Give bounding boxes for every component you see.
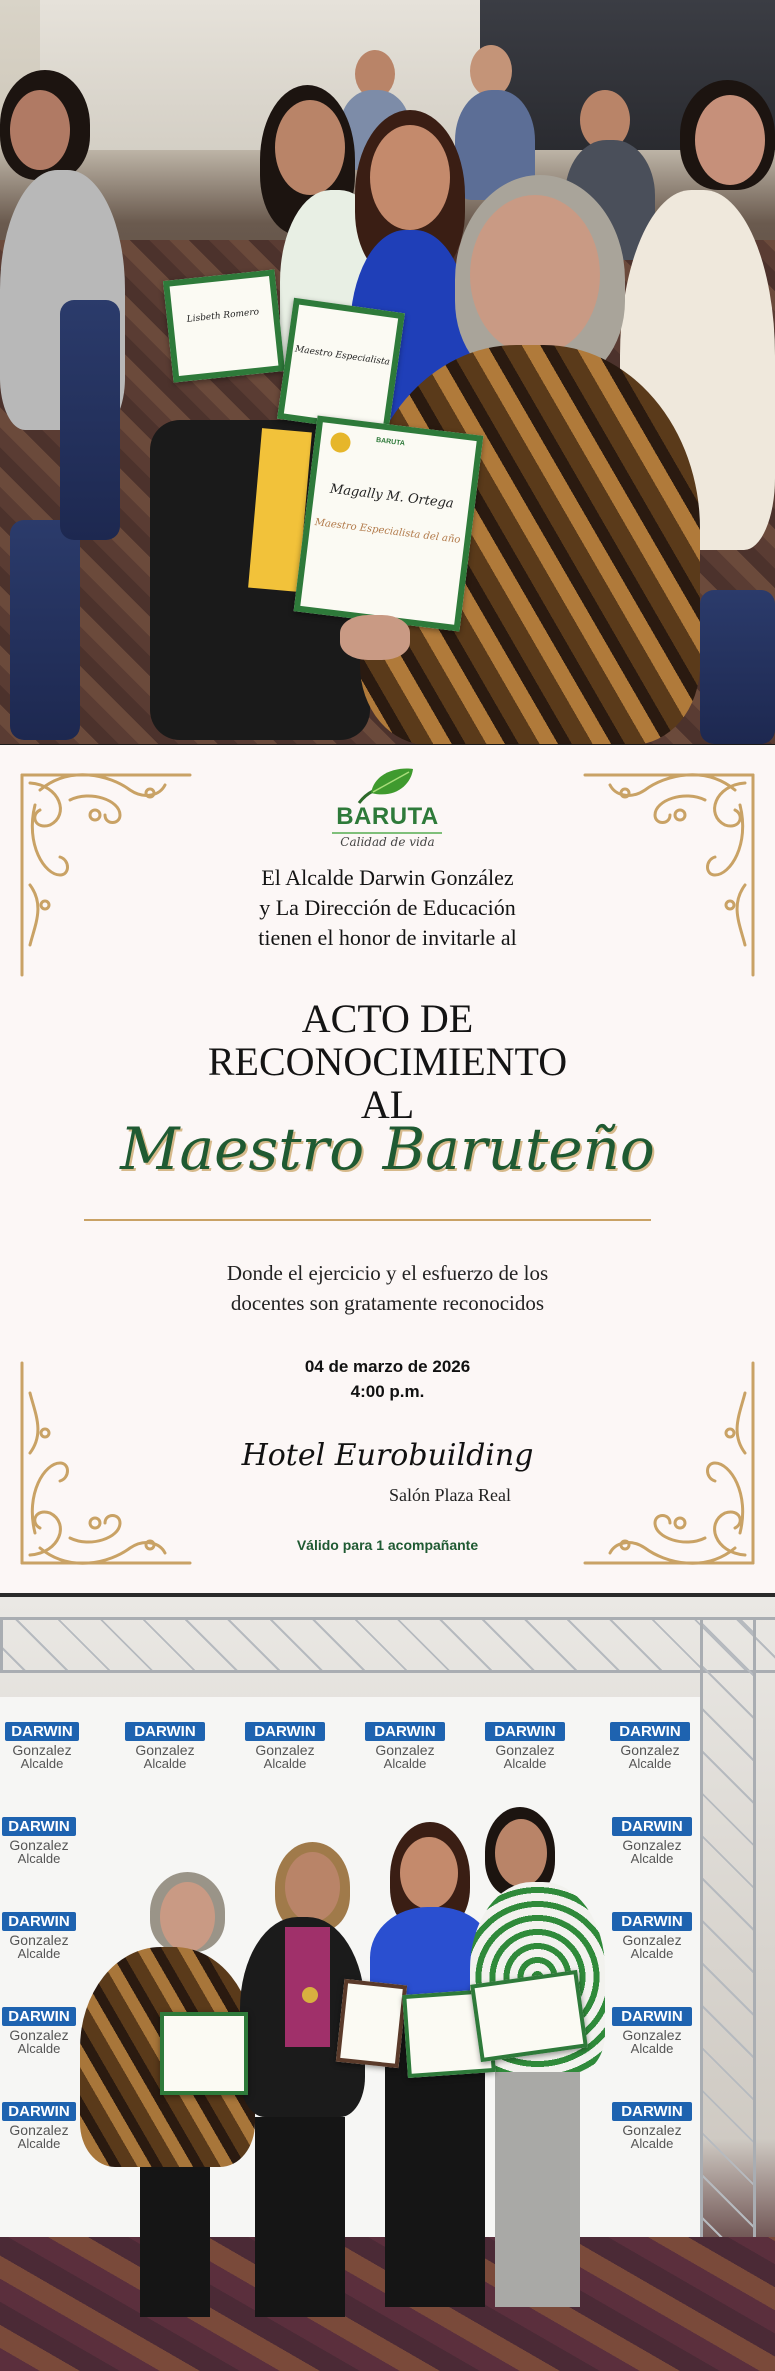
backdrop-logo [612, 2102, 692, 2150]
backdrop-logo-name: DARWIN [2, 2102, 76, 2121]
backdrop-logo-surname: Gonzalez [9, 2122, 69, 2138]
backdrop-logo [610, 1722, 690, 1770]
backdrop-logo-name: DARWIN [612, 2007, 692, 2026]
event-time: 4:00 p.m. [350, 1382, 425, 1401]
backdrop-logo-name: DARWIN [485, 1722, 565, 1741]
venue: Hotel Eurobuilding [241, 1438, 534, 1473]
backdrop-logo-role: Alcalde [630, 1946, 674, 1961]
backdrop-logo-role: Alcalde [263, 1756, 307, 1771]
medal-icon [302, 1987, 318, 2003]
backdrop-logo-surname: Gonzalez [620, 1742, 680, 1758]
backdrop-logo-surname: Gonzalez [9, 1837, 69, 1853]
person-head [370, 125, 450, 230]
backdrop-logo-name: DARWIN [612, 1912, 692, 1931]
backdrop-logo-role: Alcalde [383, 1756, 427, 1771]
backdrop-logo-name: DARWIN [2, 2007, 76, 2026]
backdrop-logo-role: Alcalde [17, 1946, 61, 1961]
venue-room: Salón Plaza Real [389, 1485, 511, 1505]
chair [10, 520, 80, 740]
backdrop-logo-name: DARWIN [612, 1817, 692, 1836]
person-1-legs [140, 2167, 210, 2317]
backdrop-logo-surname: Gonzalez [622, 1837, 682, 1853]
backdrop-logo [612, 2007, 692, 2055]
backdrop-logo-name: DARWIN [2, 1817, 76, 1836]
backdrop-logo-name: DARWIN [610, 1722, 690, 1741]
certificate [470, 1970, 588, 2062]
logo-underline [332, 832, 442, 834]
event-title: ACTO DE RECONOCIMIENTO AL [207, 996, 568, 1127]
backdrop-logo-surname: Gonzalez [375, 1742, 435, 1758]
logo-tagline: Calidad de vida [340, 835, 435, 849]
backdrop-logo-surname: Gonzalez [255, 1742, 315, 1758]
backdrop-logo-role: Alcalde [503, 1756, 547, 1771]
person-2-legs [255, 2117, 345, 2317]
invitation-card [0, 745, 775, 1593]
backdrop-logo [485, 1722, 565, 1770]
logo-brand: BARUTA [336, 803, 439, 830]
backdrop-logo-name: DARWIN [612, 2102, 692, 2121]
person-head [400, 1837, 458, 1909]
backdrop-logo-surname: Gonzalez [12, 1742, 72, 1758]
backdrop-logo-role: Alcalde [17, 2136, 61, 2151]
event-date: 04 de marzo de 2026 [304, 1357, 471, 1376]
backdrop-logo-role: Alcalde [630, 2041, 674, 2056]
backdrop-logo [2, 1912, 76, 1960]
truss-right [700, 1617, 756, 2243]
certificate [160, 2012, 248, 2095]
backdrop-logo-role: Alcalde [630, 1851, 674, 1866]
certificate-main: BARUTA Magally M. Ortega Maestro Especialista del año [294, 416, 484, 632]
truss-top [0, 1617, 775, 1673]
backdrop-logo [365, 1722, 445, 1770]
backdrop-logo-role: Alcalde [17, 1851, 61, 1866]
hand [340, 615, 410, 660]
backdrop-logo-role: Alcalde [630, 2136, 674, 2151]
person-4-legs [495, 2072, 580, 2307]
backdrop-logo [2, 2102, 76, 2150]
backdrop-logo-role: Alcalde [20, 1756, 64, 1771]
backdrop-logo-surname: Gonzalez [9, 1932, 69, 1948]
title-rule [84, 1219, 651, 1221]
backdrop-logo-name: DARWIN [365, 1722, 445, 1741]
backdrop-logo [2, 1817, 76, 1865]
backdrop-logo [245, 1722, 325, 1770]
backdrop-logo [5, 1722, 79, 1770]
person-head [10, 90, 70, 170]
backdrop-logo [612, 1817, 692, 1865]
backdrop-logo-name: DARWIN [125, 1722, 205, 1741]
backdrop-logo-name: DARWIN [5, 1722, 79, 1741]
photo-group-at-backdrop [0, 1597, 775, 2371]
person-head [695, 95, 765, 185]
backdrop-logo [612, 1912, 692, 1960]
certificate-medium: Maestro Especialista [277, 298, 405, 434]
backdrop-logo [2, 2007, 76, 2055]
backdrop-logo-surname: Gonzalez [622, 1932, 682, 1948]
chair [700, 590, 775, 744]
script-title: Maestro Baruteño [120, 1115, 655, 1183]
backdrop-logo-surname: Gonzalez [135, 1742, 195, 1758]
backdrop-logo-surname: Gonzalez [622, 2122, 682, 2138]
backdrop-logo-surname: Gonzalez [495, 1742, 555, 1758]
chair [60, 300, 120, 540]
backdrop-logo [125, 1722, 205, 1770]
person-head [495, 1819, 547, 1887]
backdrop-logo-role: Alcalde [143, 1756, 187, 1771]
subtitle: Donde el ejercicio y el esfuerzo de los docentes son gratamente reconocidos [226, 1261, 549, 1315]
backdrop-logo-surname: Gonzalez [9, 2027, 69, 2043]
person-head [285, 1852, 340, 1922]
intro-text: El Alcalde Darwin González y La Dirección de Educación tienen el honor de invitarle al [258, 865, 517, 950]
person-head [275, 100, 345, 195]
backdrop-logo-role: Alcalde [17, 2041, 61, 2056]
backdrop-logo-surname: Gonzalez [622, 2027, 682, 2043]
photo-teachers-with-certificates [0, 0, 775, 744]
person-head [470, 195, 600, 355]
backdrop-logo-name: DARWIN [2, 1912, 76, 1931]
backdrop-logo-name: DARWIN [245, 1722, 325, 1741]
certificate-small: Lisbeth Romero [163, 269, 285, 382]
backdrop-logo-role: Alcalde [628, 1756, 672, 1771]
person-head [160, 1882, 215, 1952]
event-datetime [0, 1354, 775, 1404]
framed-certificate [336, 1979, 407, 2068]
guest-note: Válido para 1 acompañante [296, 1537, 479, 1553]
award-seal-icon [329, 431, 351, 453]
